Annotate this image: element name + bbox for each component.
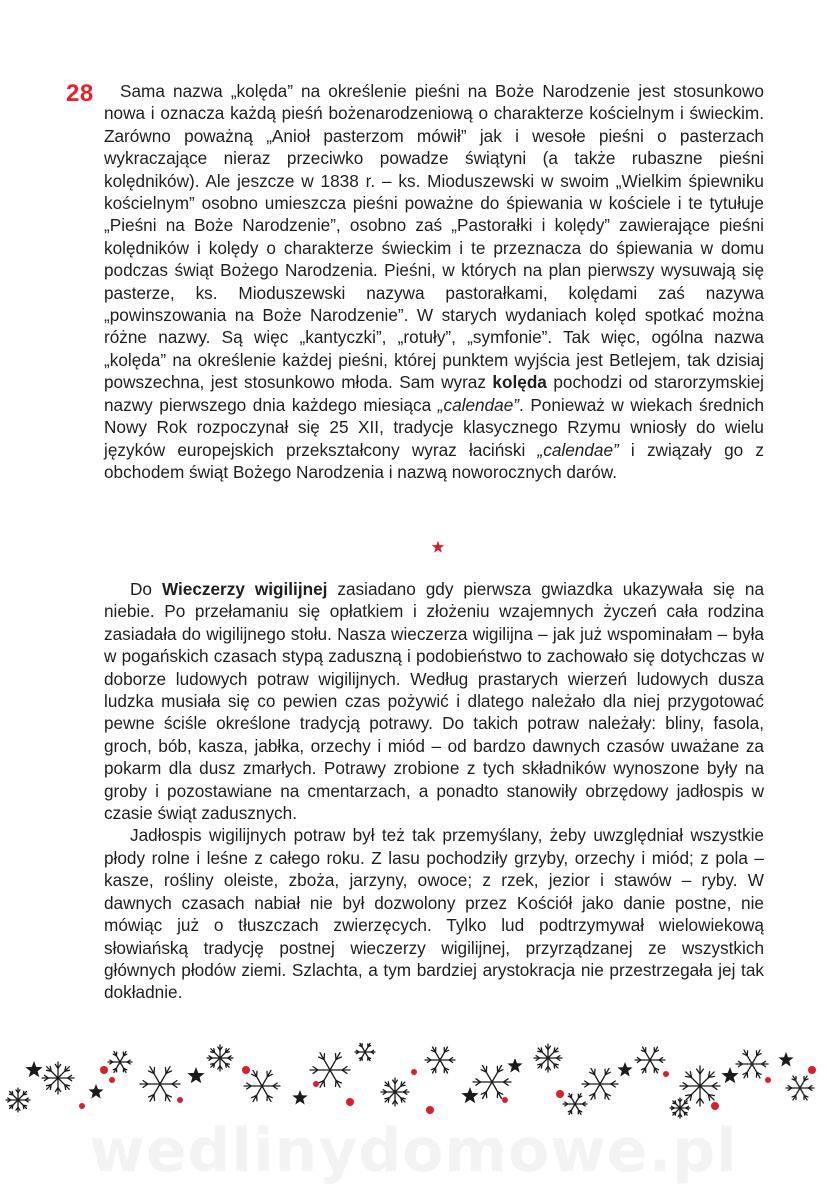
star-icon (292, 1090, 307, 1105)
page-number: 28 (66, 80, 94, 107)
watermark: wedlinydomowe.pl (89, 1116, 738, 1186)
italic-term: „calendae” (437, 394, 519, 415)
text-span: i związały go z obchodem świąt Bożego Narodzenia i nazwą noworocznych darów. (104, 439, 764, 482)
snowflake-icon (473, 1066, 511, 1099)
snowflake-icon (355, 1043, 375, 1060)
snowflake-icon (736, 1050, 768, 1078)
dot-icon (313, 1081, 319, 1087)
dot-icon (109, 1077, 115, 1083)
dot-icon (346, 1098, 354, 1106)
wigilia-section (104, 578, 764, 1004)
star-icon (721, 1067, 738, 1083)
snowflake-icon (425, 1047, 455, 1073)
snowflake-icon (6, 1088, 30, 1112)
star-icon (507, 1058, 522, 1073)
star-icon (187, 1067, 204, 1083)
snowflake-icon (582, 1068, 618, 1099)
snowflake-icon (563, 1094, 587, 1115)
text-span: Sama nazwa „kolęda” na określenie pieśni na Boże Narodzenie jest stosunkowo nowa i oznacza każdą pieśń bożenarodzeniową o charakterze kościelnym i świeckim. Zarówno poważną „Anioł pasterzom mówił” jak i wesołe pieśni o pasterzach wykraczające nieraz przeciwko powadze świątyni (a także rubaszne pieśni kolędników). Ale jeszcze w 1838 r. – ks. Mioduszewski w swoim „Wielkim śpiewniku kościelnym” osobno umieszcza pieśni poważne do śpiewania w kościele i te tytułuje „Pieśni na Boże Narodzenie”, osobno zaś „Pastorałki i kolędy” zawierające pieśni kolędników i kolędy o charakterze świeckim i te przeznacza do śpiewania w domu podczas świąt Bożego Narodzenia. Pieśni, w których na plan pierwszy wysuwają się pasterze, ks. Mioduszewski nazywa pastorałkami, kolędami zaś nazywa „powinszowania na Boże Narodzenie”. W starych wydaniach kolęd spotkać można różne nazwy. Są więc „kantyczki”, „rotuły”, „symfonie”. Tak więc, ogólna nazwa „kolęda” na określenie każdej pieśni, której punktem wyjścia jest Betlejem, tak dzisiaj powszechna, jest stosunkowo młoda. Sam wyraz (104, 81, 764, 393)
bold-term: kolęda (492, 372, 547, 393)
dot-icon (242, 1066, 250, 1074)
star-icon (88, 1084, 103, 1099)
star-icon (617, 1062, 632, 1077)
snowflake-icon (42, 1062, 74, 1094)
snowflake-icon (140, 1067, 180, 1102)
dot-icon (411, 1069, 417, 1075)
dot-icon (79, 1103, 85, 1109)
dot-icon (177, 1097, 183, 1103)
snowflake-icon (635, 1047, 665, 1073)
dot-icon (711, 1102, 719, 1110)
snowflake-icon (680, 1066, 720, 1106)
dot-icon (502, 1097, 508, 1103)
text-span: zasiadano gdy pierwsza gwiazdka ukazywała się na niebie. Po przełamaniu się opłatkiem i złożeniu wzajemnych życzeń cała rodzina zasiadała do wigilijnego stołu. Nasza wieczerza wigilijna – jak już wspominałam – była w pogańskich czasach stypą zaduszną i podobieństwo to zachowało się dotychczas w doborze ludowych potraw wigilijnych. Według prastarych wierzeń ludowych dusza ludzka musiała się co pewien czas pożywić i dlatego należało dla niej przygotować pewne ściśle określone tradycją potrawy. Do takich potraw należały: bliny, fasola, groch, bób, kasza, jabłka, orzechy i miód – od bardzo dawnych czasów uważane za pokarm dla dusz zmarłych. Potrawy zrobione z tych składników wynoszone były na groby i pozostawiane na cmentarzach, a ponadto stanowiły obrzędowy jadłospis w czasie świąt zadusznych. (104, 579, 765, 824)
red-star-icon (431, 540, 445, 554)
intro-section (104, 80, 764, 483)
text-span: pochodzi od starorzymskiej nazwy pierwszego dnia każdego miesiąca (104, 372, 764, 415)
snowflake-icon (381, 1078, 409, 1106)
snowflake-icon (108, 1052, 132, 1073)
text-span: Do (130, 579, 162, 599)
paragraph-jadlospis: Jadłospis wigilijnych potraw był też tak przemyślany, żeby uwzględniał wszystkie płody rolne i leśne z całego roku. Z lasu pochodziły grzyby, orzechy i miód; z pola – kasze, rośliny oleiste, zboża, jarzyny, owoce; z rzek, jezior i stawów – ryby. W dawnych czasach nabiał nie był dozwolony przez Kościół jako danie postne, nie mówiąc już o tłuszczach zwierzęcych. Tylko lud podtrzymywał wielowiekową słowiańską tradycję postnej wieczerzy wigilijnej, przyrządzanej ze wszystkich głównych płodów ziemi. Szlachta, a tym bardziej arystokracja nie przestrzegała jej tak dokładnie. (104, 825, 764, 1003)
star-icon (25, 1061, 42, 1077)
snowflake-icon (244, 1070, 280, 1101)
snowflake-icon (207, 1045, 233, 1071)
dot-icon (808, 1066, 816, 1074)
text-span: . Ponieważ w wiekach średnich Nowy Rok rozpoczynał się 25 XII, tradycje klasycznego Rzymu wniosły do wielu języków europejskich przekształcony wyraz łaciński (104, 394, 765, 460)
italic-term: „calendae” (537, 439, 619, 460)
dot-icon (765, 1077, 771, 1083)
star-icon (778, 1052, 793, 1067)
dot-icon (663, 1071, 669, 1077)
dot-icon (556, 1090, 564, 1098)
dot-icon (426, 1106, 434, 1114)
snowflake-icon (534, 1044, 562, 1072)
snowflake-icon (786, 1076, 814, 1100)
bold-term: Wieczerzy wigilijnej (161, 579, 328, 599)
star-icon (461, 1087, 478, 1103)
paragraph-koleda (104, 80, 764, 483)
snowflake-icon (670, 1098, 690, 1118)
paragraph-wieczerza (104, 578, 764, 824)
dot-icon (100, 1066, 108, 1074)
